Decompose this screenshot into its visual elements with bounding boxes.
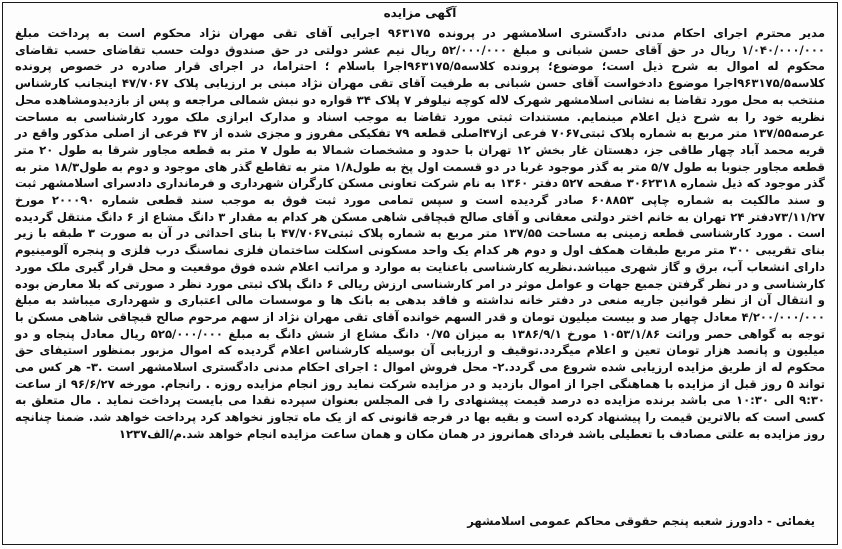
notice-signature: یغمائی - دادورز شعبه پنجم حقوقی محاکم عمومی اسلامشهر — [467, 514, 815, 528]
auction-notice-box — [2, 2, 838, 545]
notice-body-text: مدیر محترم اجرای احکام مدنی دادگستری اسلامشهر در پرونده ۹۶۳۱۷۵ اجرایی آقای تقی مهران نژاد محکوم است به پرداخت مبلغ ۱/۰۴۰/۰۰۰/۰۰۰ ریال در حق آقای حسن شبانی و مبلغ ۵۲/۰۰۰/۰۰۰ ریال نیم عشر دولتی در حق صندوق دولت حسب تقاضای حسب تقاضای محکوم له اموال به شرح ذیل است؛ موضوع؛ پرونده کلاسه۹۶۳۱۷۵/۵اجرا باسلام ؛ احتراما، در اجرای قرار صادره در خصوص پرونده کلاسه۹۶۳۱۷۵/۵اجرا موضوع دادخواست آقای حسن شبانی به طرفیت آقای تقی مهران نژاد مبنی بر ارزیابی پلاک ۴۷/۷۰۶۷ اینجانب کارشناس منتخب به محل مورد تقاضا به نشانی اسلامشهر شهرک لاله کوچه نیلوفر ۷ پلاک ۳۴ قواره دو نبش شمالی مراجعه و پس از بازدیدومشاهده محل نظریه خود را به شرح ذیل اعلام مینمایم. مستندات ثبتی مورد تقاضا به موجب اسناد و مدارک ابرازی ملک مورد کارشناسی به مساحت عرصه۱۳۷/۵۵ متر مربع به شماره پلاک ثبتی۷۰۶۷ فرعی از۴۷اصلی قطعه ۷۹ تفکیکی مفروز و مجزی شده از ۴۷ فرعی از اصلی مذکور واقع در قریه محمد آباد چهار طاقی جز، دهستان غار بخش ۱۲ تهران با حدود و مشخصات شمالا به طول ۷ متر به قطعه مجاور شرقا به طول ۲۰ متر قطعه مجاور جنوبا به طول ۵/۷ متر به گذر موجود غربا در دو قسمت اول پخ به طول۱/۸ متر به تقاطع گذر های موجود و دوم به طول۱۸/۳ متر به گذر موجود که ذیل شماره ۳۰۶۲۳۱۸ صفحه ۵۲۷ دفتر ۱۳۶۰ به نام شرکت تعاونی مسکن کارگران شهرداری و فرمانداری دادسرای اسلامشهر ثبت و سند مالکیت به شماره چاپی ۶۰۸۸۵۳ صادر گردیده است و سپس تمامی مورد ثبت فوق به موجب سند قطعی شماره ۲۰۰۰۹۰ مورخ ۷۳/۱۱/۲۷دفتر ۲۴ تهران به خانم اختر دولتی معقانی و آقای صالح قبچاقی شاهی مسکن هر کدام به مقدار ۳ دانگ مشاع از ۶ دانگ منتقل گردیده است . مورد کارشناسی قطعه زمینی به مساحت ۱۳۷/۵۵ متر مربع به شماره پلاک ثبتی۴۷/۷۰۶۷ با بنای احداثی در آن به صورت ۳ طبقه با زیر بنای تقریبی ۳۰۰ متر مربع طبقات همکف اول و دوم هر کدام یک واحد مسکونی اسکلت ساختمان فلزی نماسنگ درب فلزی و پنجره آلومینیوم دارای انشعاب آب، برق و گاز شهری میباشد.نظریه کارشناسی باعنایت به موارد و مراتب اعلام شده فوق موقعیت و محل قرار گیری ملک مورد کارشناسی و در نظر گرفتن جمیع جهات و عوامل موثر در امر کارشناسی ارزش ریالی ۶ دانگ پلاک ثبتی مورد نظر د صورتی که بلا معارض بوده و انتقال آن از نظر قوانین جاریه منعی در دفتر خانه نداشته و فاقد بدهی به بانک ها و موسسات مالی اعتباری و شهرداری میباشد به مبلغ ۴/۲۰۰/۰۰۰/۰۰۰ معادل چهار صد و بیست میلیون تومان و قدر السهم خوانده آقای تقی مهران نژاد از سهم مرحوم صالح قبچاقی شاهی مسکن با توجه به گواهی حصر وراثت ۱۰۵۳/۱/۸۶ مورخ ۱۳۸۶/۹/۱ به میزان ۰/۷۵ دانگ مشاع از شش دانگ به مبلغ ۵۲۵/۰۰۰/۰۰۰ ریال معادل پنجاه و دو میلیون و پانصد هزار تومان تعین و اعلام میگردد.توقیف و ارزیابی آن بوسیله کارشناس اعلام گردیده که اموال مزبور بمنظور استیفای حق محکوم له از طریق مزایده ارزیابی شده شروع می گردد.۲- محل فروش اموال : اجرای احکام مدنی دادگستری اسلامشهر است .۳- هر کس می تواند ۵ روز قبل از مزایده با هماهنگی اجرا از اموال بازدید و در مزایده شرکت نماید روز انجام مزایده روزه . رانجام. مورخه ۹۶/۶/۲۷ از ساعت ۹:۳۰ الی ۱۰:۳۰ می باشد برنده مزایده ده درصد قیمت پیشنهادی را فی المجلس بعنوان سپرده نقدا می بایست پرداخت نماید . مال متعلق به کسی است که بالاترین قیمت را پیشنهاد کرده است و بقیه بها در فرجه قانونی که از یک ماه تجاوز نخواهد کرد پرداخت خواهد شد. ضمنا چنانچه روز مزایده به علتی مصادف با تعطیلی باشد فردای همانروز در همان مکان و همان ساعت مزایده انجام خواهد شد.م/الف۱۲۳۷ — [15, 26, 826, 441]
notice-title: آگهی مزایده — [383, 6, 457, 20]
